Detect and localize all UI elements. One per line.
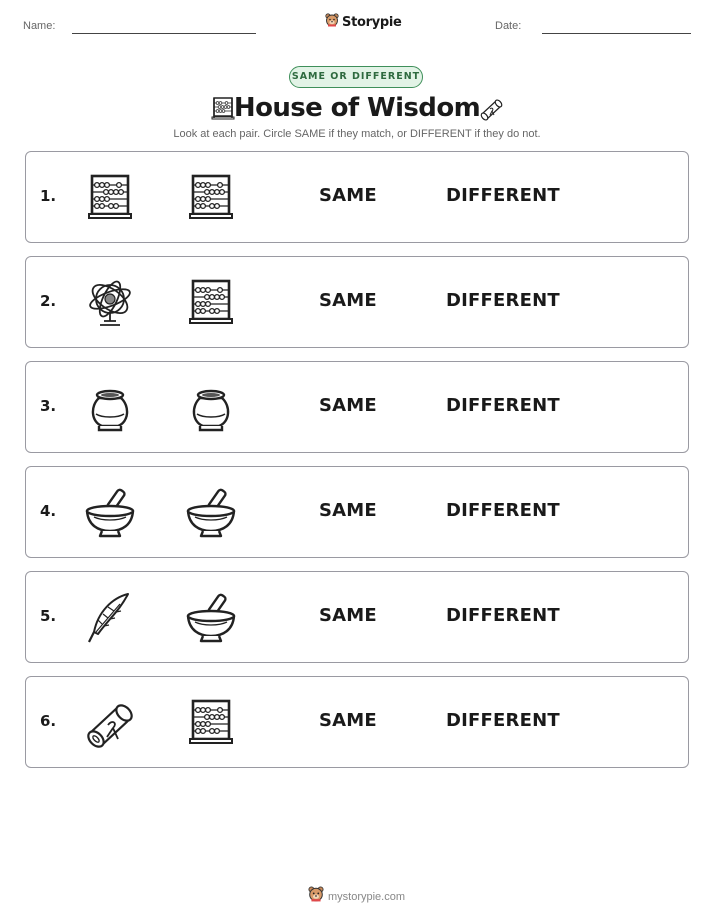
abacus-icon: [183, 170, 239, 226]
item-row-4: [25, 466, 689, 558]
mortar-pestle-icon: [183, 590, 239, 646]
different-option[interactable]: DIFFERENT: [446, 710, 560, 731]
bear-mascot-icon: [325, 13, 339, 32]
name-line[interactable]: [72, 33, 256, 34]
different-option[interactable]: DIFFERENT: [446, 605, 560, 626]
item-number: 4.: [40, 502, 57, 520]
mortar-pestle-icon: [82, 485, 138, 541]
same-option[interactable]: SAME: [319, 710, 377, 731]
different-option[interactable]: DIFFERENT: [446, 395, 560, 416]
same-option[interactable]: SAME: [319, 290, 377, 311]
page-title: House of Wisdom: [233, 93, 481, 123]
item-row-5: [25, 571, 689, 663]
footer: [308, 886, 405, 907]
abacus-icon: [183, 275, 239, 331]
mortar-pestle-icon: [183, 485, 239, 541]
different-option[interactable]: DIFFERENT: [446, 500, 560, 521]
scroll-icon: [82, 695, 138, 751]
bear-mascot-icon: [308, 886, 324, 907]
same-option[interactable]: SAME: [319, 500, 377, 521]
name-label: Name:: [23, 20, 56, 32]
abacus-icon: [183, 695, 239, 751]
item-row-6: [25, 676, 689, 768]
item-number: 3.: [40, 397, 57, 415]
instructions: Look at each pair. Circle SAME if they match, or DIFFERENT if they do not.: [173, 128, 541, 140]
item-number: 6.: [40, 712, 57, 730]
different-option[interactable]: DIFFERENT: [446, 290, 560, 311]
item-row-3: [25, 361, 689, 453]
different-option[interactable]: DIFFERENT: [446, 185, 560, 206]
same-option[interactable]: SAME: [319, 395, 377, 416]
title-row: [0, 90, 714, 126]
armillary-sphere-icon: [82, 275, 138, 331]
footer-url[interactable]: mystorypie.com: [328, 890, 406, 903]
date-line[interactable]: [542, 33, 691, 34]
pot-icon: [183, 380, 239, 436]
item-row-1: [25, 151, 689, 243]
item-row-2: [25, 256, 689, 348]
same-option[interactable]: SAME: [319, 185, 377, 206]
quill-icon: [82, 590, 138, 646]
item-number: 1.: [40, 187, 57, 205]
brand-logo: [325, 13, 402, 32]
item-number: 5.: [40, 607, 57, 625]
brand-name: Storypie: [342, 15, 402, 30]
scroll-icon: [476, 94, 506, 127]
pot-icon: [82, 380, 138, 436]
abacus-icon: [82, 170, 138, 226]
activity-badge: SAME OR DIFFERENT: [289, 66, 423, 88]
same-option[interactable]: SAME: [319, 605, 377, 626]
date-label: Date:: [495, 20, 522, 32]
item-number: 2.: [40, 292, 57, 310]
